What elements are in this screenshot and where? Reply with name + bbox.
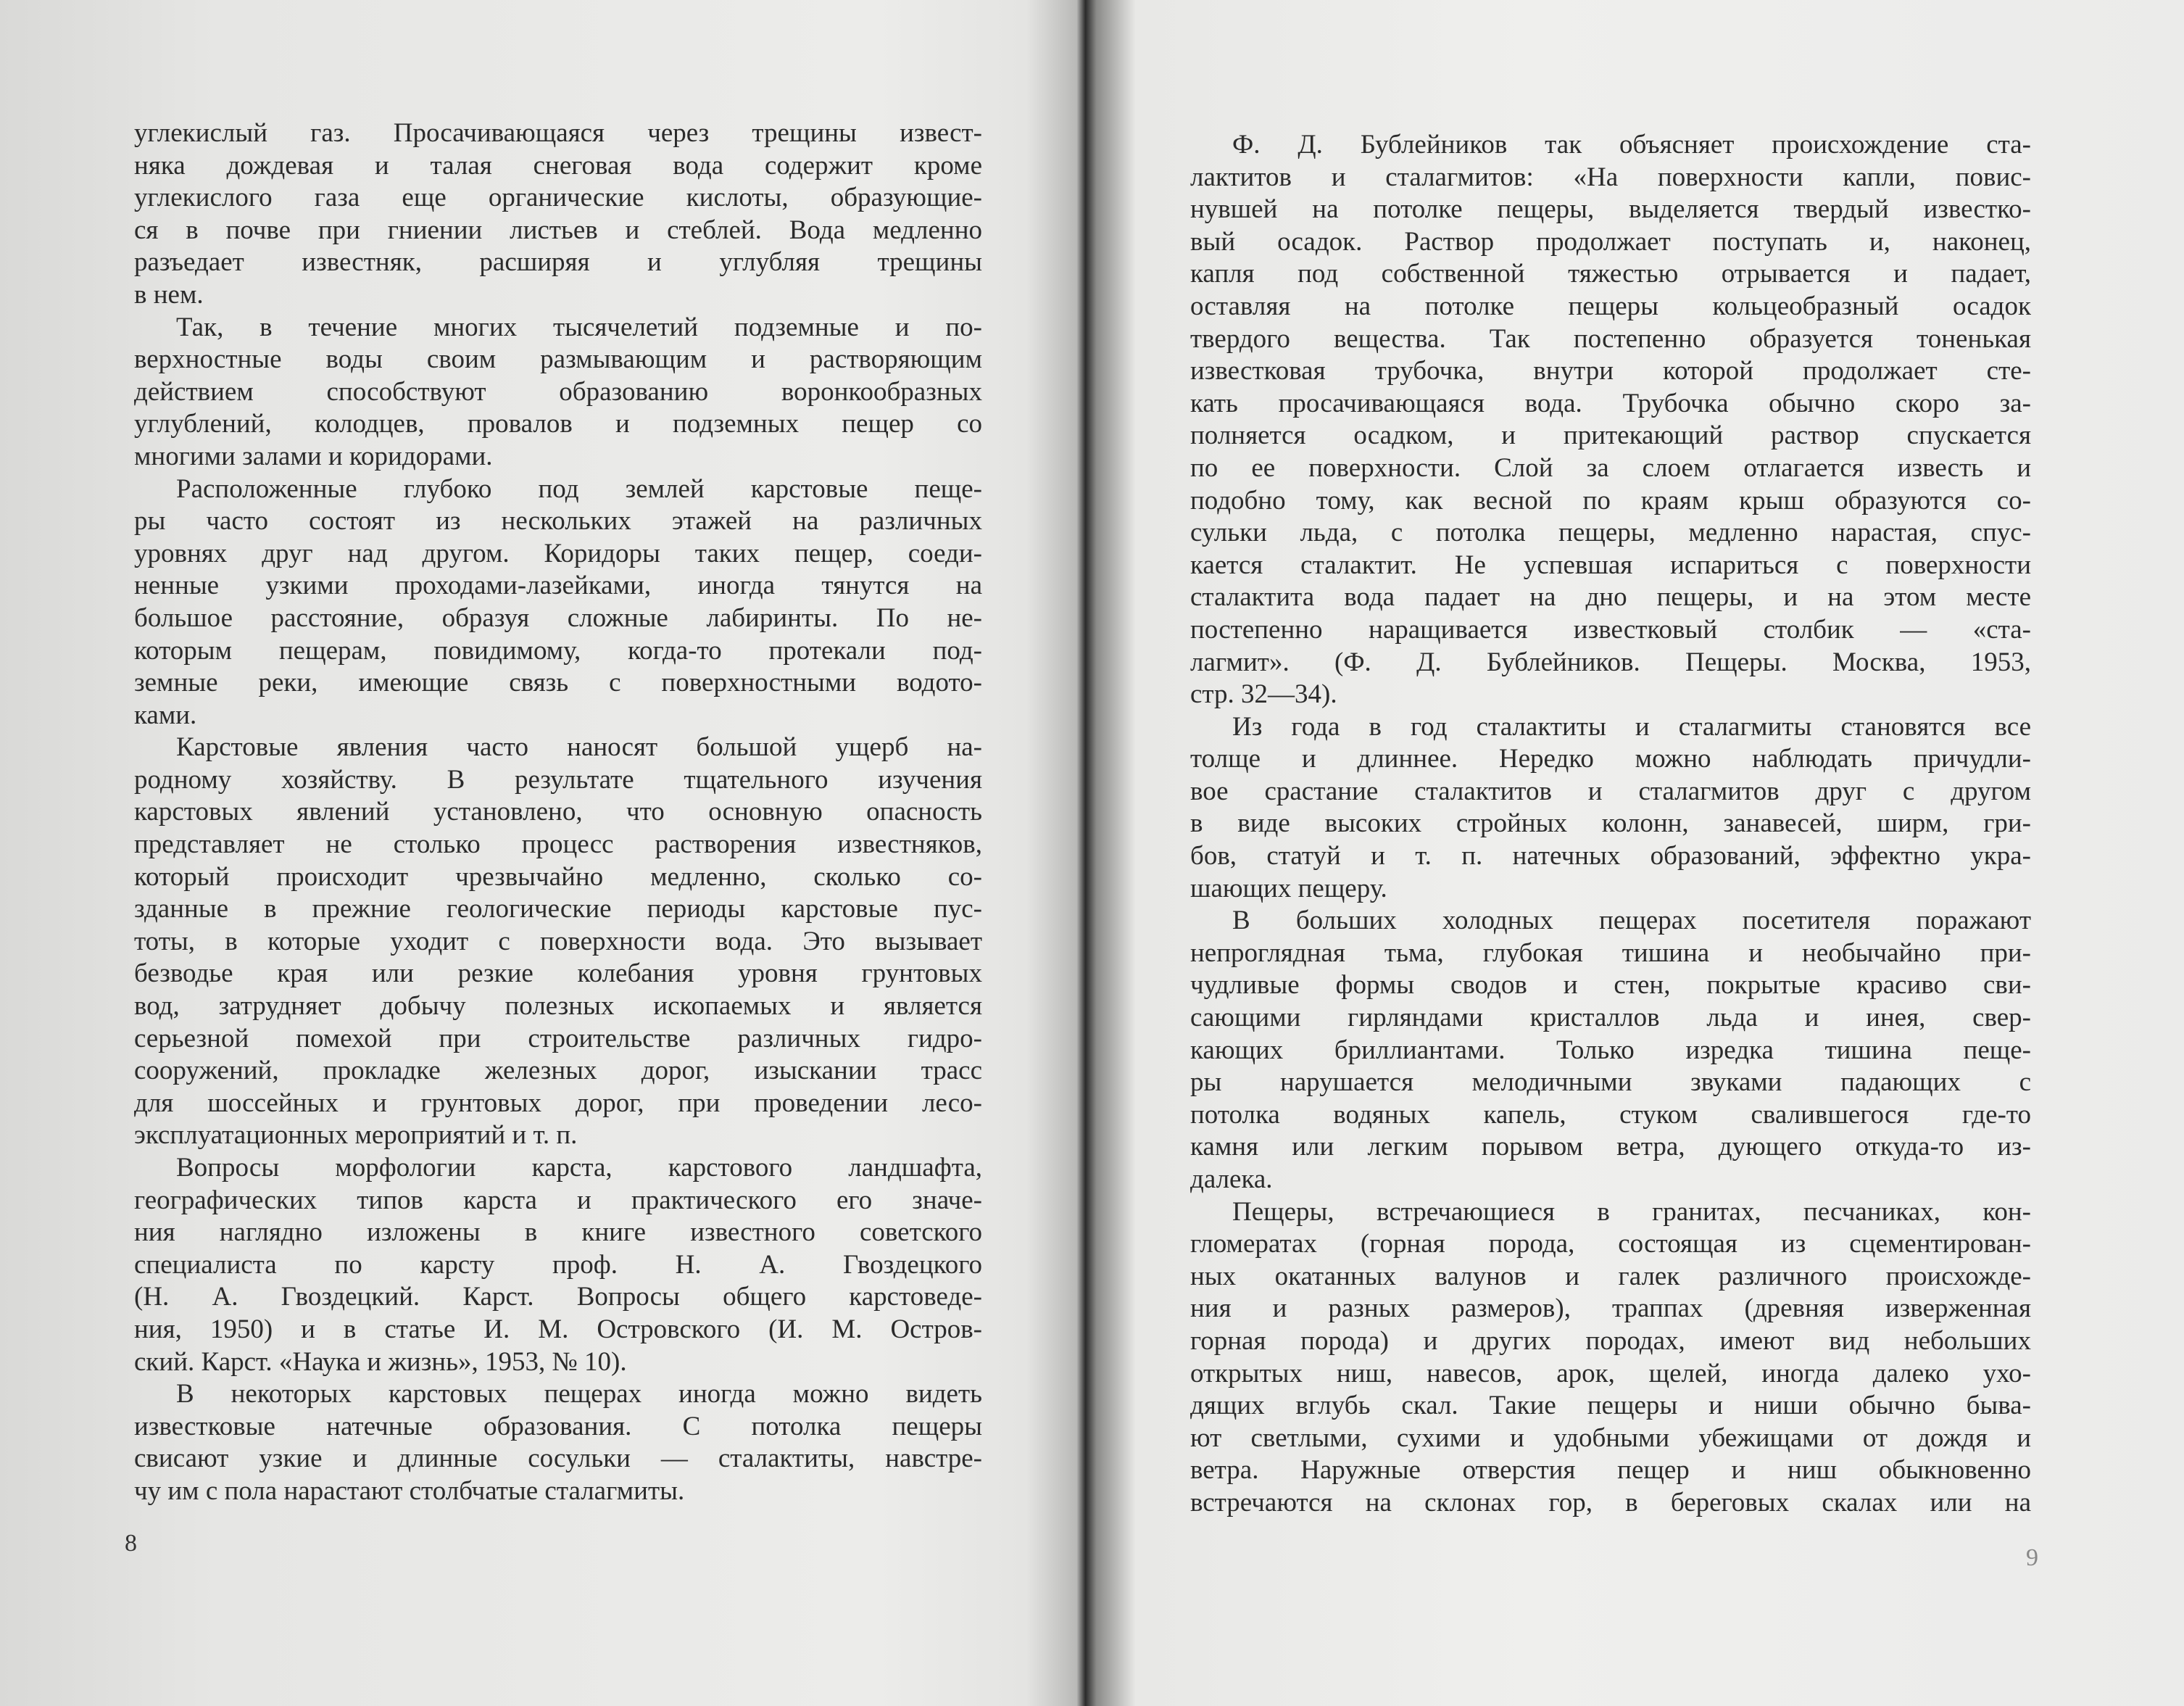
text-line: ры часто состоят из нескольких этажей на различных: [134, 506, 982, 537]
text-line: уровнях друг над другом. Коридоры таких пещер, соеди-: [134, 538, 982, 568]
text-line: сооружений, прокладке железных дорог, изыскании трасс: [134, 1056, 982, 1086]
text-line: земные реки, имеющие связь с поверхностными водото-: [134, 668, 982, 698]
text-line: лагмит». (Ф. Д. Бублейников. Пещеры. Москва, 1953,: [1190, 647, 2031, 677]
text-line: В больших холодных пещерах посетителя поражают: [1232, 906, 2031, 936]
text-line: ют светлыми, сухими и удобными убежищами от дождя и: [1190, 1423, 2031, 1453]
text-line: зданные в прежние геологические периоды карстовые пус-: [134, 894, 982, 924]
text-line: родному хозяйству. В результате тщательного изучения: [134, 764, 982, 795]
text-line: ния и разных размеров), траппах (древняя изверженная: [1190, 1293, 2031, 1324]
text-line: эксплуатационных мероприятий и т. п.: [134, 1120, 578, 1151]
text-line: далека.: [1190, 1164, 1273, 1194]
text-line: ры нарушается мелодичными звуками падающих с: [1190, 1067, 2031, 1098]
text-line: горная порода) и других породах, имеют вид небольших: [1190, 1325, 2031, 1356]
text-line: открытых ниш, навесов, арок, щелей, иногда далеко ухо-: [1190, 1358, 2031, 1388]
text-line: дящих вглубь скал. Такие пещеры и ниши обычно быва-: [1190, 1391, 2031, 1421]
text-line: Ф. Д. Бублейников так объясняет происхождение ста-: [1232, 130, 2031, 160]
text-line: постепенно наращивается известковый столбик — «ста-: [1190, 614, 2031, 645]
text-line: ский. Карст. «Наука и жизнь», 1953, № 10).: [134, 1346, 627, 1377]
text-line: безводье края или резкие колебания уровня грунтовых: [134, 958, 982, 989]
text-line: нувшей на потолке пещеры, выделяется твердый известко-: [1190, 194, 2031, 225]
text-line: разъедает известняк, расширяя и углубляя трещины: [134, 247, 982, 278]
text-line: ветра. Наружные отверстия пещер и ниш обыкновенно: [1190, 1455, 2031, 1486]
left-page-text: [134, 117, 982, 1508]
text-line: ния, 1950) и в статье И. М. Островского (И. М. Остров-: [134, 1314, 982, 1344]
text-line: сталактита вода падает на дно пещеры, и на этом месте: [1190, 582, 2031, 613]
text-line: который происходит чрезвычайно медленно, сколько со-: [134, 861, 982, 892]
text-line: многими залами и коридорами.: [134, 441, 493, 471]
text-line: свисают узкие и длинные сосульки — сталактиты, навстре-: [134, 1444, 982, 1474]
text-line: Вопросы морфологии карста, карстового ландшафта,: [176, 1153, 982, 1183]
text-line: специалиста по карсту проф. Н. А. Гвоздецкого: [134, 1249, 982, 1280]
text-line: известковые натечные образования. С потолка пещеры: [134, 1411, 982, 1441]
text-line: встречаются на склонах гор, в береговых скалах или на: [1190, 1487, 2031, 1517]
text-line: большое расстояние, образуя сложные лабиринты. По не-: [134, 603, 982, 633]
text-line: полняется осадком, и притекающий раствор спускается: [1190, 421, 2031, 451]
text-line: ненные узкими проходами-лазейками, иногда тянутся на: [134, 571, 982, 601]
text-line: верхностные воды своим размывающим и растворяющим: [134, 344, 982, 375]
text-line: Из года в год сталактиты и сталагмиты становятся все: [1232, 711, 2031, 742]
text-line: няка дождевая и талая снеговая вода содержит кроме: [134, 150, 982, 181]
text-line: сающими гирляндами кристаллов льда и инея, свер-: [1190, 1003, 2031, 1033]
text-line: (Н. А. Гвоздецкий. Карст. Вопросы общего карстоведе-: [134, 1282, 982, 1312]
text-line: стр. 32—34).: [1190, 679, 1337, 710]
text-line: ся в почве при гниении листьев и стеблей. Вода медленно: [134, 215, 982, 245]
text-line: сульки льда, с потолка пещеры, медленно нарастая, спус-: [1190, 518, 2031, 548]
text-line: гломератах (горная порода, состоящая из сцементирован-: [1190, 1229, 2031, 1259]
text-line: камня или легким порывом ветра, дующего откуда-то из-: [1190, 1132, 2031, 1162]
text-line: толще и длиннее. Нередко можно наблюдать причудли-: [1190, 744, 2031, 774]
text-line: бов, статуй и т. п. натечных образований, эффектно укра-: [1190, 841, 2031, 871]
text-line: по ее поверхности. Слой за слоем отлагается известь и: [1190, 452, 2031, 483]
text-line: которым пещерам, повидимому, когда-то протекали под-: [134, 635, 982, 666]
text-line: непроглядная тьма, глубокая тишина и необычайно при-: [1190, 937, 2031, 968]
text-line: чу им с пола нарастают столбчатые сталагмиты.: [134, 1475, 685, 1506]
text-line: тоты, в которые уходит с поверхности вода. Это вызывает: [134, 926, 982, 956]
text-line: углекислого газа еще органические кислоты, образующие-: [134, 183, 982, 213]
text-line: углублений, колодцев, провалов и подземных пещер со: [134, 409, 982, 439]
text-line: в виде высоких стройных колонн, занавесей, ширм, гри-: [1190, 808, 2031, 839]
text-line: вое срастание сталактитов и сталагмитов друг с другом: [1190, 776, 2031, 806]
text-line: для шоссейных и грунтовых дорог, при проведении лесо-: [134, 1088, 982, 1118]
page-number-left: 8: [125, 1530, 137, 1557]
text-line: ками.: [134, 700, 197, 730]
text-line: вод, затрудняет добычу полезных ископаемых и является: [134, 991, 982, 1022]
text-line: подобно тому, как весной по краям крыш образуются со-: [1190, 485, 2031, 515]
page-number-right: 9: [2026, 1544, 2038, 1571]
text-line: представляет не столько процесс растворения известняков,: [134, 829, 982, 860]
text-line: действием способствуют образованию воронкообразных: [134, 376, 982, 407]
text-line: твердого вещества. Так постепенно образуется тоненькая: [1190, 323, 2031, 354]
text-line: ных окатанных валунов и галек различного происхожде-: [1190, 1261, 2031, 1291]
text-line: карстовых явлений установлено, что основную опасность: [134, 797, 982, 827]
text-line: шающих пещеру.: [1190, 873, 1387, 903]
text-line: углекислый газ. Просачивающаяся через трещины извест-: [134, 118, 982, 148]
text-line: географических типов карста и практического его значе-: [134, 1185, 982, 1215]
text-line: в нем.: [134, 279, 204, 310]
text-line: В некоторых карстовых пещерах иногда можно видеть: [176, 1379, 982, 1409]
text-line: капля под собственной тяжестью отрывается и падает,: [1190, 259, 2031, 289]
text-line: потолка водяных капель, стуком свалившегося где-то: [1190, 1099, 2031, 1130]
text-line: кающих бриллиантами. Только изредка тишина пеще-: [1190, 1035, 2031, 1065]
text-line: Пещеры, встречающиеся в гранитах, песчаниках, кон-: [1232, 1196, 2031, 1227]
text-line: кать просачивающаяся вода. Трубочка обычно скоро за-: [1190, 388, 2031, 418]
text-line: чудливые формы сводов и стен, покрытые красиво сви-: [1190, 970, 2031, 1001]
text-line: Расположенные глубоко под землей карстовые пеще-: [176, 473, 982, 504]
text-line: ния наглядно изложены в книге известного советского: [134, 1217, 982, 1248]
text-line: Так, в течение многих тысячелетий подземные и по-: [176, 312, 982, 342]
text-line: оставляя на потолке пещеры кольцеобразный осадок: [1190, 291, 2031, 321]
text-line: Карстовые явления часто наносят большой ущерб на-: [176, 732, 982, 763]
text-line: кается сталактит. Не успевшая испариться с поверхности: [1190, 550, 2031, 580]
text-line: известковая трубочка, внутри которой продолжает сте-: [1190, 356, 2031, 386]
right-page-text: [1190, 129, 2031, 1520]
text-line: серьезной помехой при строительстве различных гидро-: [134, 1023, 982, 1053]
text-line: вый осадок. Раствор продолжает поступать и, наконец,: [1190, 226, 2031, 257]
text-line: лактитов и сталагмитов: «На поверхности капли, повис-: [1190, 162, 2031, 192]
